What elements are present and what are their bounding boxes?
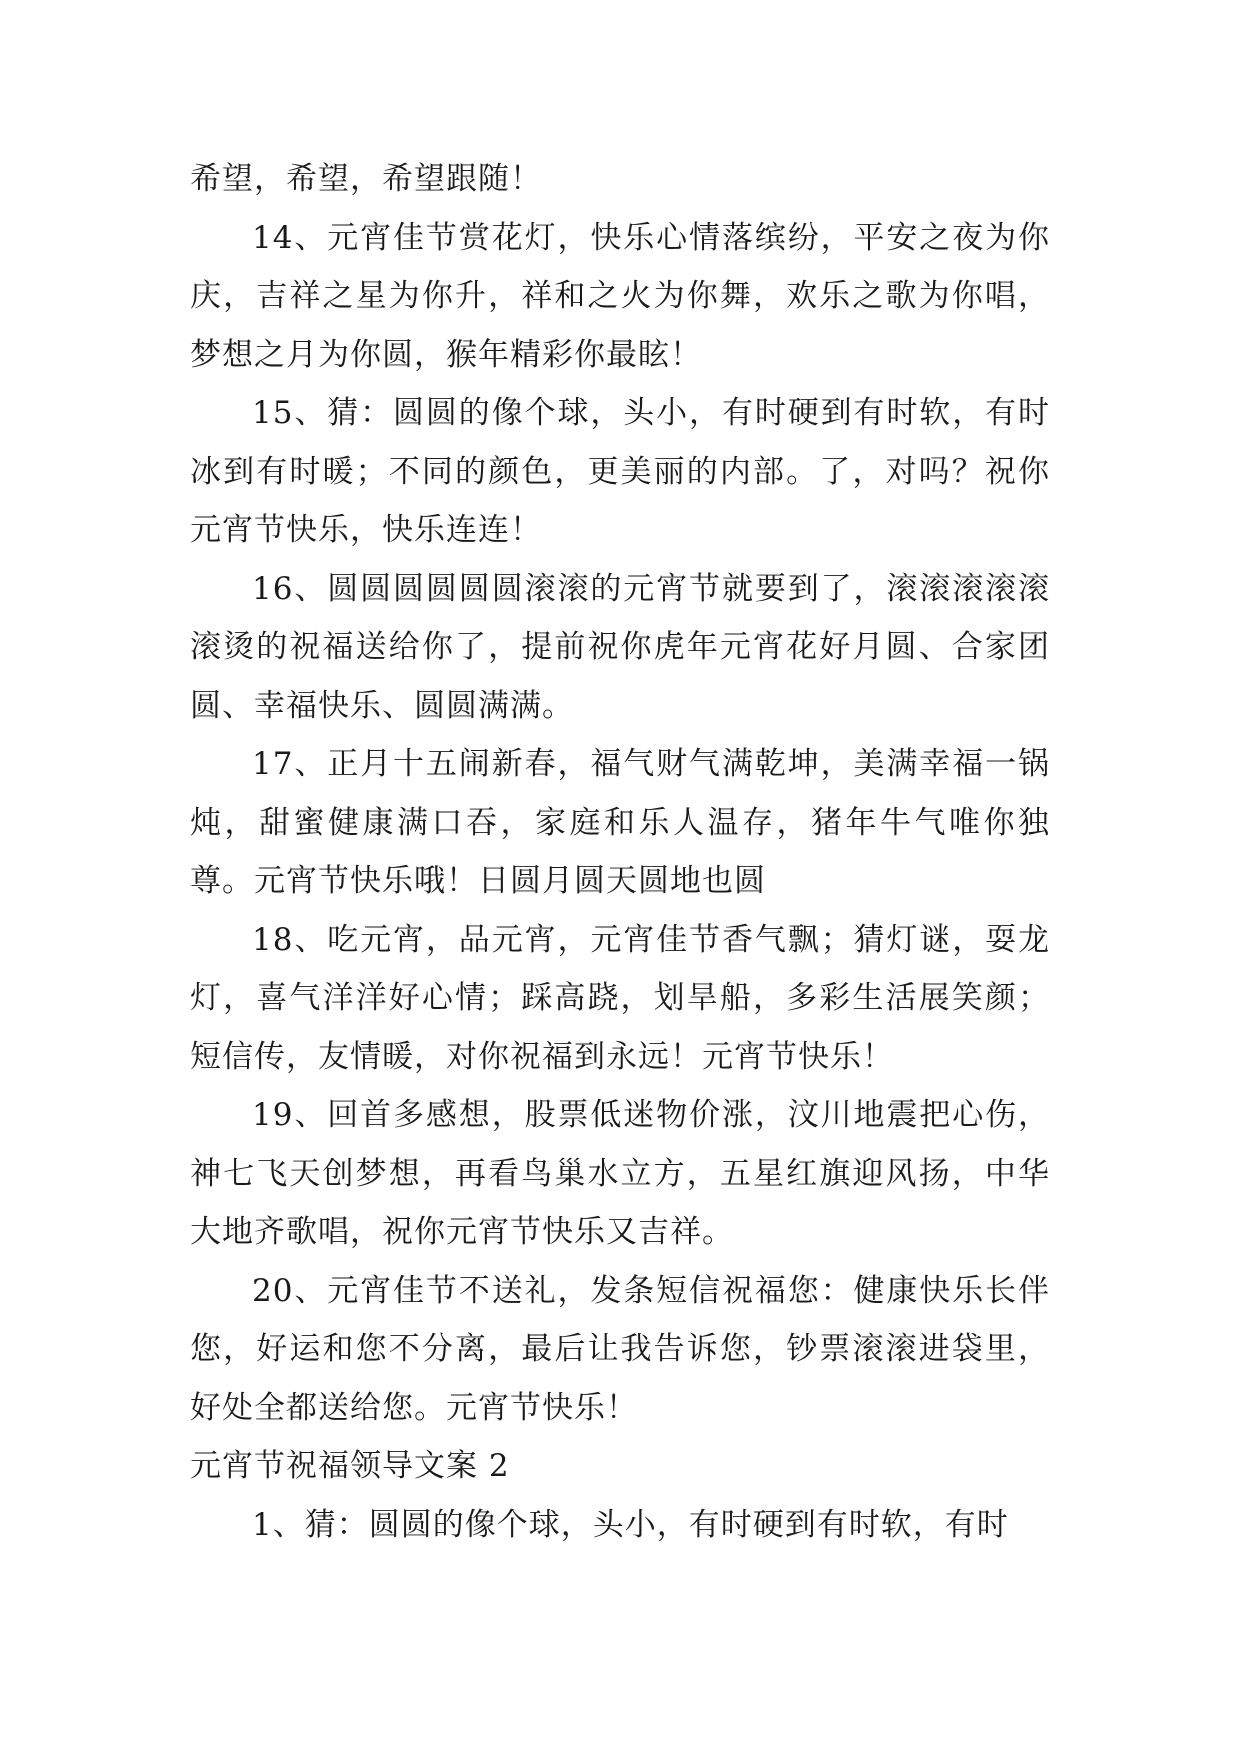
document-body — [190, 150, 1050, 1554]
paragraph-17: 17、正月十五闹新春，福气财气满乾坤，美满幸福一锅炖，甜蜜健康满口吞，家庭和乐人温存，猪年牛气唯你独尊。元宵节快乐哦！日圆月圆天圆地也圆 — [190, 746, 1050, 899]
paragraph-19: 19、回首多感想，股票低迷物价涨，汶川地震把心伤，神七飞天创梦想，再看鸟巢水立方，五星红旗迎风扬，中华大地齐歌唱，祝你元宵节快乐又吉祥。 — [190, 1097, 1050, 1250]
paragraph-20: 20、元宵佳节不送礼，发条短信祝福您：健康快乐长伴您，好运和您不分离，最后让我告诉您，钞票滚滚进袋里，好处全都送给您。元宵节快乐！ — [190, 1272, 1050, 1426]
paragraph-16: 16、圆圆圆圆圆圆滚滚的元宵节就要到了，滚滚滚滚滚滚烫的祝福送给你了，提前祝你虎年元宵花好月圆、合家团圆、幸福快乐、圆圆满满。 — [190, 570, 1050, 724]
paragraph-15: 15、猜：圆圆的像个球，头小，有时硬到有时软，有时冰到有时暖；不同的颜色，更美丽的内部。了，对吗？祝你元宵节快乐，快乐连连！ — [190, 395, 1050, 548]
paragraph-18: 18、吃元宵，品元宵，元宵佳节香气飘；猜灯谜，耍龙灯，喜气洋洋好心情；踩高跷，划旱船，多彩生活展笑颜；短信传，友情暖，对你祝福到永远！元宵节快乐！ — [190, 921, 1050, 1075]
paragraph-1: 1、猜：圆圆的像个球，头小，有时硬到有时软，有时 — [252, 1506, 1009, 1543]
paragraph-14: 14、元宵佳节赏花灯，快乐心情落缤纷，平安之夜为你庆，吉祥之星为你升，祥和之火为你舞，欢乐之歌为你唱，梦想之月为你圆，猴年精彩你最眩！ — [190, 219, 1050, 373]
section-heading: 元宵节祝福领导文案 2 — [190, 1448, 510, 1484]
paragraph-continuation: 希望，希望，希望跟随！ — [190, 161, 542, 197]
